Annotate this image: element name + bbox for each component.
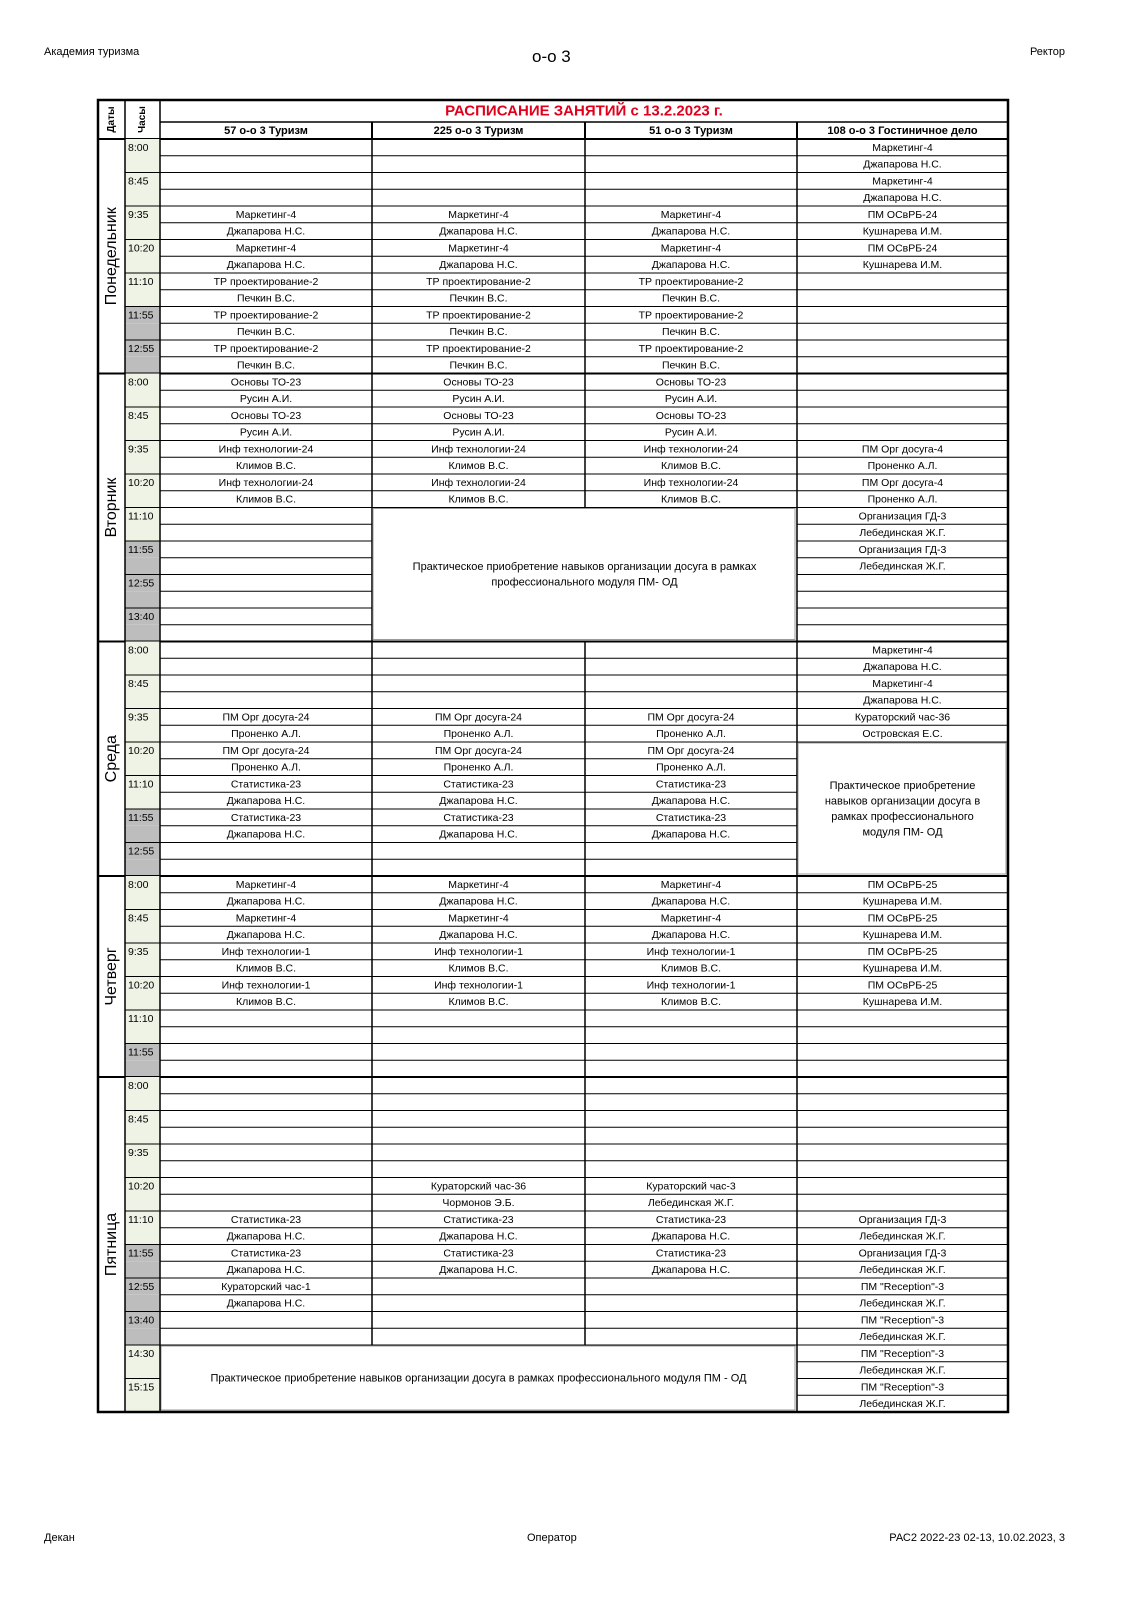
schedule-cell: Основы ТО-23	[655, 376, 727, 389]
schedule-cell: Инф технологии-24	[218, 443, 314, 456]
schedule-cell: Основы ТО-23	[655, 409, 727, 422]
time-label: 13:40	[128, 610, 155, 623]
schedule-cell: Основы ТО-23	[230, 376, 302, 389]
time-label: 8:00	[128, 1079, 149, 1092]
time-label: 12:55	[128, 577, 155, 590]
schedule-cell: Кушнарева И.М.	[862, 962, 943, 975]
schedule-cell: ПМ Орг досуга-24	[222, 744, 310, 757]
schedule-cell: Джапарова Н.С.	[651, 225, 731, 238]
schedule-cell: Джапарова Н.С.	[439, 929, 518, 942]
schedule-cell: Проненко А.Л.	[867, 460, 938, 473]
header-center: о-о 3	[532, 47, 571, 66]
schedule-cell: Печкин В.С.	[236, 359, 296, 372]
schedule-cell: Статистика-23	[443, 1213, 514, 1226]
schedule-cell: Русин А.И.	[452, 393, 505, 406]
time-label: 10:20	[128, 1180, 155, 1193]
merged-note-box	[798, 743, 1006, 874]
schedule-cell: ПМ Орг досуга-24	[647, 744, 735, 757]
schedule-cell: Джапарова Н.С.	[439, 1264, 518, 1277]
schedule-cell: Организация ГД-3	[858, 543, 947, 556]
schedule-cell: Статистика-23	[655, 811, 727, 824]
time-label: 12:55	[128, 342, 155, 355]
merged-note-text: навыков организации досуга в	[824, 795, 981, 808]
footer-right: РАС2 2022-23 02-13, 10.02.2023, 3	[889, 1532, 1065, 1544]
footer-left: Декан	[44, 1532, 75, 1544]
schedule-cell: Кушнарева И.М.	[862, 996, 943, 1009]
schedule-cell: ПМ "Reception"-3	[860, 1280, 945, 1293]
time-label: 10:20	[128, 476, 155, 489]
schedule-cell: Джапарова Н.С.	[439, 828, 518, 841]
schedule-cell: Лебединская Ж.Г.	[647, 1197, 735, 1210]
schedule-cell: Джапарова Н.С.	[439, 225, 518, 238]
schedule-cell: Инф технологии-1	[434, 945, 523, 958]
schedule-cell: Джапарова Н.С.	[439, 1230, 518, 1243]
time-label: 14:30	[128, 1347, 155, 1360]
schedule-cell: Климов В.С.	[235, 996, 297, 1009]
schedule-cell: ПМ ОСвРБ-25	[867, 912, 938, 925]
schedule-cell: Статистика-23	[230, 1213, 302, 1226]
schedule-cell: Маркетинг-4	[448, 242, 509, 255]
schedule-cell: Джапарова Н.С.	[226, 259, 306, 272]
schedule-cell: Организация ГД-3	[858, 1213, 947, 1226]
schedule-cell: Маркетинг-4	[448, 912, 509, 925]
schedule-cell: Кушнарева И.М.	[862, 225, 943, 238]
dates-header: Даты	[106, 106, 117, 133]
group-header: 225 о-о 3 Туризм	[433, 125, 524, 137]
schedule-cell: Печкин В.С.	[661, 359, 721, 372]
header-right: Ректор	[1029, 46, 1065, 58]
schedule-cell: Кураторский час-3	[646, 1180, 736, 1193]
schedule-cell: Статистика-23	[443, 778, 514, 791]
schedule-cell: Основы ТО-23	[443, 376, 514, 389]
schedule-cell: Русин А.И.	[239, 426, 293, 439]
schedule-cell: Организация ГД-3	[858, 1247, 947, 1260]
schedule-cell: Климов В.С.	[660, 962, 722, 975]
header-left: Академия туризма	[44, 46, 140, 58]
schedule-cell: ТР проектирование-2	[213, 342, 319, 355]
schedule-cell: Инф технологии-24	[643, 443, 739, 456]
time-label: 11:10	[128, 275, 154, 288]
schedule-cell: Проненко А.Л.	[231, 761, 301, 774]
time-label: 9:35	[128, 711, 149, 724]
schedule-cell: Чормонов Э.Б.	[442, 1197, 515, 1210]
schedule-cell: Маркетинг-4	[660, 912, 722, 925]
merged-note-text: Практическое приобретение	[829, 779, 976, 792]
schedule-cell: ТР проектирование-2	[638, 342, 744, 355]
schedule-cell: Джапарова Н.С.	[651, 929, 731, 942]
time-label: 11:55	[128, 811, 154, 824]
schedule-cell: Статистика-23	[655, 1247, 727, 1260]
schedule-cell: Статистика-23	[230, 1247, 302, 1260]
time-label: 9:35	[128, 443, 149, 456]
schedule-cell: ТР проектирование-2	[638, 309, 744, 322]
schedule-cell: Лебединская Ж.Г.	[859, 1297, 946, 1310]
time-label: 10:20	[128, 979, 155, 992]
time-label: 12:55	[128, 1280, 155, 1293]
schedule-cell: ТР проектирование-2	[213, 275, 319, 288]
time-label: 8:00	[128, 644, 149, 657]
schedule-cell: Маркетинг-4	[448, 208, 509, 221]
schedule-cell: Печкин В.С.	[661, 326, 721, 339]
schedule-cell: Инф технологии-24	[218, 476, 314, 489]
time-label: 8:45	[128, 409, 149, 422]
schedule-cell: ПМ ОСвРБ-25	[867, 945, 938, 958]
schedule-cell: Маркетинг-4	[660, 878, 722, 891]
schedule-cell: Лебединская Ж.Г.	[859, 1364, 946, 1377]
time-label: 11:55	[128, 1247, 154, 1260]
schedule-cell: Климов В.С.	[660, 460, 722, 473]
time-label: 11:55	[128, 543, 154, 556]
schedule-cell: Маркетинг-4	[235, 912, 297, 925]
time-label: 9:35	[128, 208, 149, 221]
schedule-cell: ПМ Орг досуга-24	[647, 711, 735, 724]
schedule-cell: Джапарова Н.С.	[226, 1297, 306, 1310]
schedule-cell: Статистика-23	[443, 1247, 514, 1260]
time-label: 11:10	[128, 510, 154, 523]
time-label: 9:35	[128, 945, 149, 958]
schedule-cell: Климов В.С.	[235, 493, 297, 506]
schedule-cell: Джапарова Н.С.	[439, 795, 518, 808]
schedule-cell: Лебединская Ж.Г.	[859, 1398, 946, 1411]
schedule-cell: Проненко А.Л.	[867, 493, 938, 506]
schedule-cell: Печкин В.С.	[449, 326, 508, 339]
schedule-cell: ТР проектирование-2	[213, 309, 319, 322]
time-label: 11:55	[128, 309, 154, 322]
schedule-cell: ТР проектирование-2	[426, 275, 531, 288]
schedule-cell: Джапарова Н.С.	[651, 1230, 731, 1243]
schedule-cell: ПМ ОСвРБ-24	[867, 208, 938, 221]
schedule-cell: ПМ "Reception"-3	[860, 1381, 945, 1394]
schedule-cell: Проненко А.Л.	[443, 728, 514, 741]
schedule-cell: Джапарова Н.С.	[226, 895, 306, 908]
day-label: Среда	[103, 735, 120, 783]
schedule-cell: ПМ Орг досуга-4	[861, 443, 944, 456]
schedule-cell: Статистика-23	[443, 811, 514, 824]
schedule-cell: Островская Е.С.	[862, 728, 943, 741]
schedule-cell: Статистика-23	[655, 778, 727, 791]
schedule-cell: Климов В.С.	[660, 493, 722, 506]
time-label: 13:40	[128, 1314, 155, 1327]
schedule-cell: Инф технологии-1	[221, 979, 311, 992]
schedule-cell: Печкин В.С.	[661, 292, 721, 305]
schedule-cell: Джапарова Н.С.	[226, 1230, 306, 1243]
schedule-cell: Климов В.С.	[448, 493, 509, 506]
schedule-cell: Печкин В.С.	[236, 292, 296, 305]
time-label: 10:20	[128, 242, 155, 255]
schedule-cell: Кураторский час-36	[854, 711, 951, 724]
schedule-cell: Инф технологии-1	[434, 979, 523, 992]
day-label: Четверг	[103, 947, 120, 1006]
time-label: 9:35	[128, 1146, 149, 1159]
schedule-cell: Лебединская Ж.Г.	[859, 1331, 946, 1344]
merged-note-text: Практическое приобретение навыков организации досуга в рамках	[412, 560, 757, 573]
footer-center: Оператор	[527, 1532, 577, 1544]
schedule-cell: Статистика-23	[230, 778, 302, 791]
schedule-cell: Маркетинг-4	[660, 208, 722, 221]
time-label: 8:45	[128, 175, 149, 188]
schedule-cell: Джапарова Н.С.	[439, 259, 518, 272]
time-label: 11:10	[128, 1012, 154, 1025]
schedule-cell: Кушнарева И.М.	[862, 259, 943, 272]
schedule-cell: Маркетинг-4	[235, 242, 297, 255]
schedule-cell: Маркетинг-4	[872, 141, 933, 154]
schedule-cell: Инф технологии-1	[646, 979, 736, 992]
time-label: 10:20	[128, 744, 155, 757]
schedule-cell: Русин А.И.	[239, 393, 293, 406]
group-header: 57 о-о 3 Туризм	[224, 125, 308, 137]
schedule-cell: Джапарова Н.С.	[226, 828, 306, 841]
merged-note-text: рамках профессионального	[831, 810, 974, 823]
schedule-cell: ТР проектирование-2	[638, 275, 744, 288]
schedule-cell: Статистика-23	[655, 1213, 727, 1226]
schedule-cell: Проненко А.Л.	[656, 728, 726, 741]
schedule-cell: Инф технологии-24	[643, 476, 739, 489]
schedule-cell: Джапарова Н.С.	[439, 895, 518, 908]
schedule-cell: Инф технологии-1	[646, 945, 736, 958]
schedule-cell: Лебединская Ж.Г.	[859, 527, 946, 540]
schedule-cell: Маркетинг-4	[872, 644, 933, 657]
schedule-cell: Джапарова Н.С.	[651, 895, 731, 908]
schedule-cell: Джапарова Н.С.	[863, 694, 942, 707]
schedule-cell: Джапарова Н.С.	[863, 158, 942, 171]
schedule-cell: Маркетинг-4	[872, 677, 933, 690]
schedule-cell: Маркетинг-4	[872, 175, 933, 188]
schedule-cell: Русин А.И.	[664, 393, 718, 406]
schedule-cell: ПМ Орг досуга-24	[222, 711, 310, 724]
merged-note-text: профессионального модуля ПМ- ОД	[491, 576, 678, 589]
schedule-cell: Печкин В.С.	[236, 326, 296, 339]
schedule-cell: Кураторский час-1	[221, 1280, 311, 1293]
merged-note-box	[373, 509, 795, 640]
time-label: 11:10	[128, 778, 154, 791]
schedule-cell: Климов В.С.	[448, 460, 509, 473]
merged-note-text: Практическое приобретение навыков организации досуга в рамках профессионального модуля ПМ - ОД	[210, 1372, 747, 1385]
schedule-cell: Организация ГД-3	[858, 510, 947, 523]
schedule-cell: Проненко А.Л.	[443, 761, 514, 774]
group-header: 51 о-о 3 Туризм	[649, 125, 733, 137]
schedule-cell: ПМ ОСвРБ-25	[867, 878, 938, 891]
schedule-cell: Печкин В.С.	[449, 359, 508, 372]
schedule-cell: Джапарова Н.С.	[226, 929, 306, 942]
schedule-cell: ТР проектирование-2	[426, 342, 531, 355]
schedule-cell: Статистика-23	[230, 811, 302, 824]
time-label: 8:45	[128, 1113, 149, 1126]
day-label: Вторник	[103, 477, 120, 538]
day-label: Пятница	[103, 1212, 120, 1277]
schedule-cell: ТР проектирование-2	[426, 309, 531, 322]
day-label: Понедельник	[103, 207, 120, 306]
schedule-cell: Лебединская Ж.Г.	[859, 560, 946, 573]
schedule-cell: Климов В.С.	[448, 962, 509, 975]
time-label: 8:00	[128, 141, 149, 154]
schedule-cell: Проненко А.Л.	[656, 761, 726, 774]
schedule-cell: ПМ ОСвРБ-24	[867, 242, 938, 255]
schedule-cell: Печкин В.С.	[449, 292, 508, 305]
schedule-cell: Русин А.И.	[452, 426, 505, 439]
schedule-cell: Инф технологии-24	[431, 476, 526, 489]
time-label: 12:55	[128, 845, 155, 858]
schedule-cell: Джапарова Н.С.	[226, 225, 306, 238]
schedule-cell: Джапарова Н.С.	[651, 828, 731, 841]
schedule-cell: Климов В.С.	[235, 962, 297, 975]
schedule-cell: Маркетинг-4	[235, 878, 297, 891]
schedule-cell: ПМ Орг досуга-24	[434, 711, 523, 724]
time-label: 11:55	[128, 1046, 154, 1059]
schedule-cell: Джапарова Н.С.	[651, 795, 731, 808]
schedule-cell: Основы ТО-23	[230, 409, 302, 422]
schedule-cell: ПМ "Reception"-3	[860, 1314, 945, 1327]
time-label: 8:45	[128, 677, 149, 690]
schedule-cell: Климов В.С.	[235, 460, 297, 473]
schedule-cell: Джапарова Н.С.	[863, 661, 942, 674]
schedule-cell: Маркетинг-4	[660, 242, 722, 255]
schedule-cell: Джапарова Н.С.	[226, 1264, 306, 1277]
schedule-cell: Кушнарева И.М.	[862, 895, 943, 908]
schedule-cell: ПМ Орг досуга-4	[861, 476, 944, 489]
schedule-cell: ПМ ОСвРБ-25	[867, 979, 938, 992]
schedule-cell: Лебединская Ж.Г.	[859, 1264, 946, 1277]
schedule-cell: Русин А.И.	[664, 426, 718, 439]
schedule-cell: Климов В.С.	[448, 996, 509, 1009]
time-label: 15:15	[128, 1381, 155, 1394]
schedule-cell: Основы ТО-23	[443, 409, 514, 422]
schedule-cell: Кушнарева И.М.	[862, 929, 943, 942]
time-label: 8:00	[128, 878, 149, 891]
schedule-cell: Маркетинг-4	[448, 878, 509, 891]
schedule-cell: Джапарова Н.С.	[863, 192, 942, 205]
time-label: 11:10	[128, 1213, 154, 1226]
time-label: 8:45	[128, 912, 149, 925]
schedule-cell: ПМ Орг досуга-24	[434, 744, 523, 757]
schedule-cell: Климов В.С.	[660, 996, 722, 1009]
time-label: 8:00	[128, 376, 149, 389]
schedule-cell: Лебединская Ж.Г.	[859, 1230, 946, 1243]
schedule-cell: ПМ "Reception"-3	[860, 1347, 945, 1360]
schedule-cell: Джапарова Н.С.	[651, 259, 731, 272]
schedule-cell: Инф технологии-24	[431, 443, 526, 456]
merged-note-text: модуля ПМ- ОД	[862, 826, 943, 839]
hours-header: Часы	[137, 106, 148, 133]
table-title: РАСПИСАНИЕ ЗАНЯТИЙ с 13.2.2023 г.	[445, 102, 723, 120]
schedule-cell: Инф технологии-1	[221, 945, 311, 958]
schedule-cell: Кураторский час-36	[430, 1180, 527, 1193]
schedule-cell: Проненко А.Л.	[231, 728, 301, 741]
schedule-cell: Джапарова Н.С.	[651, 1264, 731, 1277]
group-header: 108 о-о 3 Гостиничное дело	[827, 125, 978, 137]
schedule-cell: Джапарова Н.С.	[226, 795, 306, 808]
schedule-cell: Маркетинг-4	[235, 208, 297, 221]
